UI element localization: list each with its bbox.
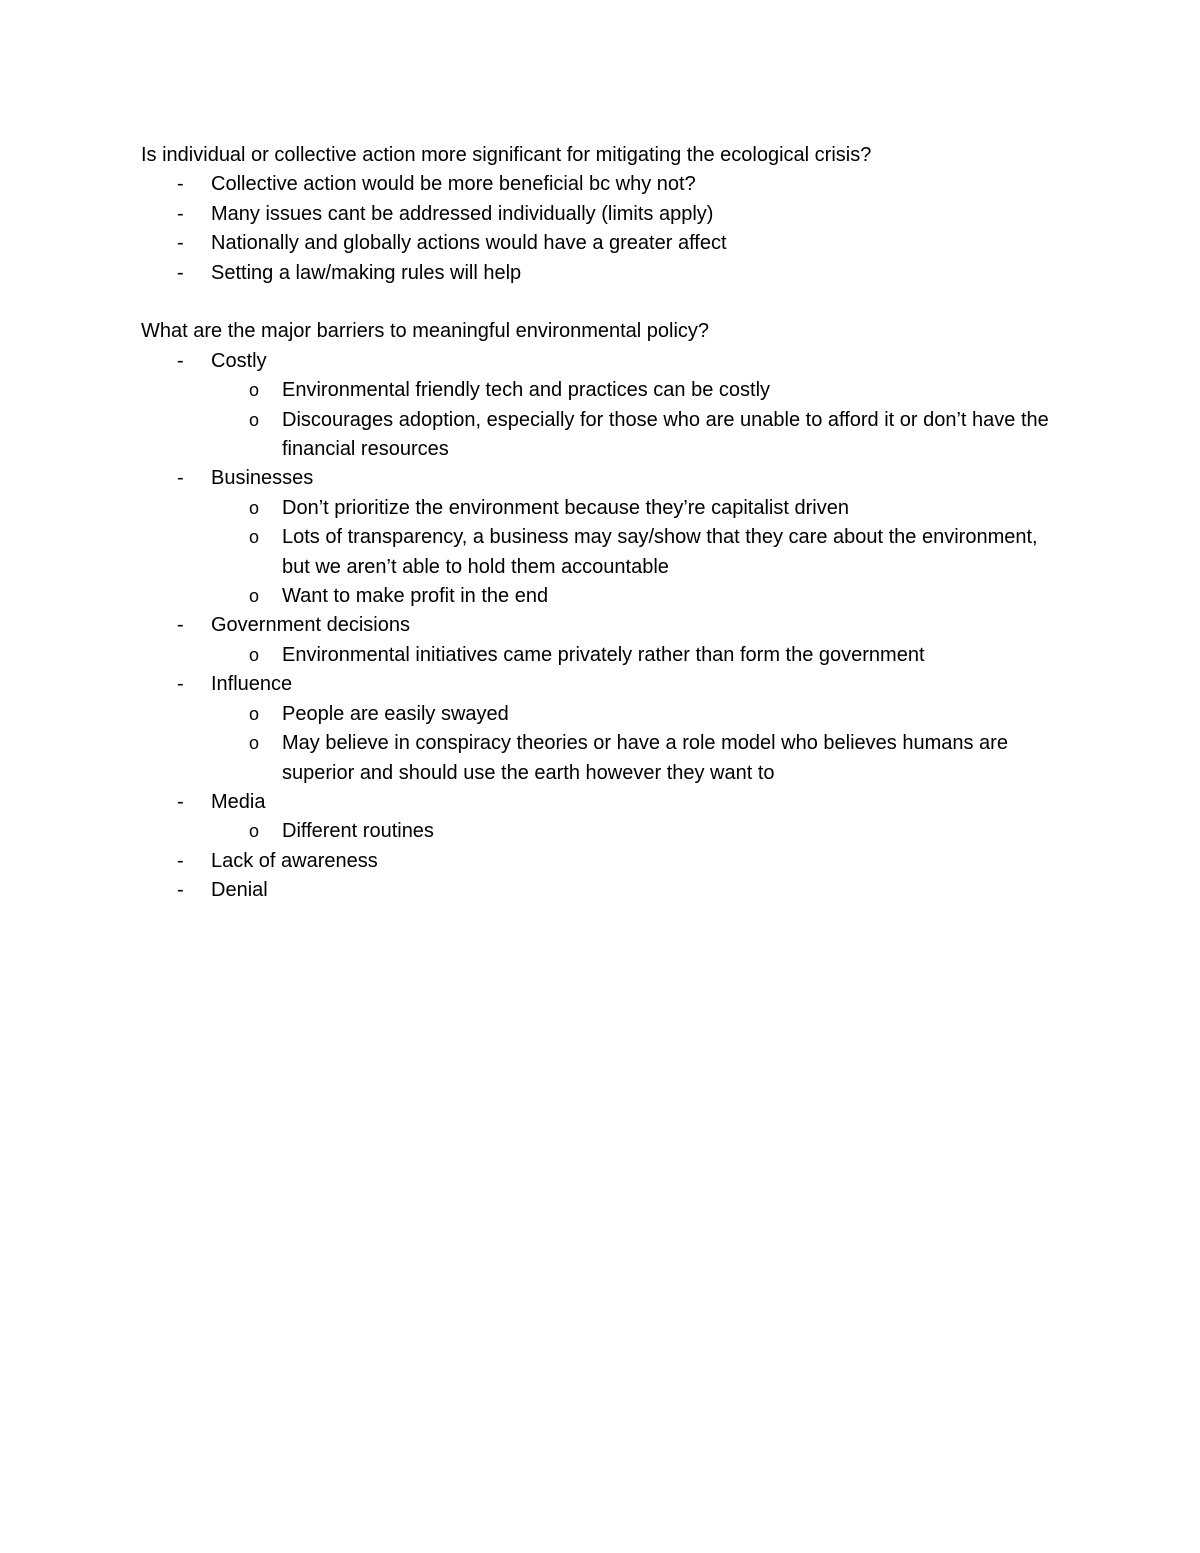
sub-list-item xyxy=(141,376,1051,405)
list-item xyxy=(141,611,1051,640)
list-item-text: Media xyxy=(211,790,266,813)
sub-list-item xyxy=(141,729,1051,788)
sub-list-item-text: May believe in conspiracy theories or have a role model who believes humans are superior and should use the earth however they want to xyxy=(282,732,1008,784)
sub-list-item-text: Discourages adoption, especially for those who are unable to afford it or don’t have the financial resources xyxy=(282,408,1049,461)
sub-list-item-text: Lots of transparency, a business may say/show that they care about the environment, but we aren’t able to hold them accountable xyxy=(282,526,1038,578)
list-item-text: Denial xyxy=(211,879,268,902)
list-item xyxy=(141,847,1051,876)
list-item xyxy=(141,876,1051,905)
list-item-text: Government decisions xyxy=(211,614,410,637)
circle-bullet-icon: o xyxy=(249,644,260,665)
sub-list-item xyxy=(141,406,1051,465)
sub-list-item xyxy=(141,494,1051,523)
circle-bullet-icon: o xyxy=(249,380,260,401)
circle-bullet-icon: o xyxy=(249,733,260,754)
sub-list-item xyxy=(141,523,1051,582)
sub-list-item-text: Different routines xyxy=(282,820,434,843)
list-item xyxy=(141,229,1051,258)
circle-bullet-icon: o xyxy=(249,586,260,607)
list-item-text: Businesses xyxy=(211,467,314,490)
sub-list-item-text: People are easily swayed xyxy=(282,702,509,725)
circle-bullet-icon: o xyxy=(249,527,260,548)
list-item-text: Many issues cant be addressed individually (limits apply) xyxy=(211,202,714,225)
dash-bullet-icon: - xyxy=(177,202,184,225)
dash-bullet-icon: - xyxy=(177,232,184,255)
sub-list-item xyxy=(141,582,1051,611)
list-item-text: Lack of awareness xyxy=(211,849,378,872)
sub-list-item xyxy=(141,817,1051,846)
list-item xyxy=(141,464,1051,493)
dash-bullet-icon: - xyxy=(177,879,184,902)
document-body xyxy=(141,141,1051,906)
dash-bullet-icon: - xyxy=(177,673,184,696)
dash-bullet-icon: - xyxy=(177,790,184,813)
circle-bullet-icon: o xyxy=(249,409,260,430)
list-item xyxy=(141,347,1051,376)
sub-list-item-text: Don’t prioritize the environment because they’re capitalist driven xyxy=(282,496,849,519)
list-item-text: Collective action would be more beneficial bc why not? xyxy=(211,173,696,196)
dash-bullet-icon: - xyxy=(177,261,184,284)
dash-bullet-icon: - xyxy=(177,173,184,196)
list-item xyxy=(141,170,1051,199)
sub-list-item-text: Environmental initiatives came privately rather than form the government xyxy=(282,643,925,666)
sub-list-item xyxy=(141,700,1051,729)
dash-bullet-icon: - xyxy=(177,349,184,372)
dash-bullet-icon: - xyxy=(177,614,184,637)
question-heading: Is individual or collective action more significant for mitigating the ecological crisis? xyxy=(141,144,872,166)
list-item xyxy=(141,259,1051,288)
list-item-text: Costly xyxy=(211,349,267,372)
circle-bullet-icon: o xyxy=(249,497,260,518)
sub-list-item-text: Environmental friendly tech and practices can be costly xyxy=(282,379,771,402)
sub-list-item xyxy=(141,641,1051,670)
list-item-text: Nationally and globally actions would have a greater affect xyxy=(211,232,727,255)
dash-bullet-icon: - xyxy=(177,467,184,490)
list-item xyxy=(141,788,1051,817)
sub-list-item-text: Want to make profit in the end xyxy=(282,585,549,608)
paragraph-spacer xyxy=(141,288,1051,317)
list-item-text: Influence xyxy=(211,673,293,696)
circle-bullet-icon: o xyxy=(249,703,260,724)
dash-bullet-icon: - xyxy=(177,849,184,872)
circle-bullet-icon: o xyxy=(249,821,260,842)
question-heading: What are the major barriers to meaningful environmental policy? xyxy=(141,320,710,343)
list-item-text: Setting a law/making rules will help xyxy=(211,261,522,284)
list-item xyxy=(141,670,1051,699)
list-item xyxy=(141,200,1051,229)
